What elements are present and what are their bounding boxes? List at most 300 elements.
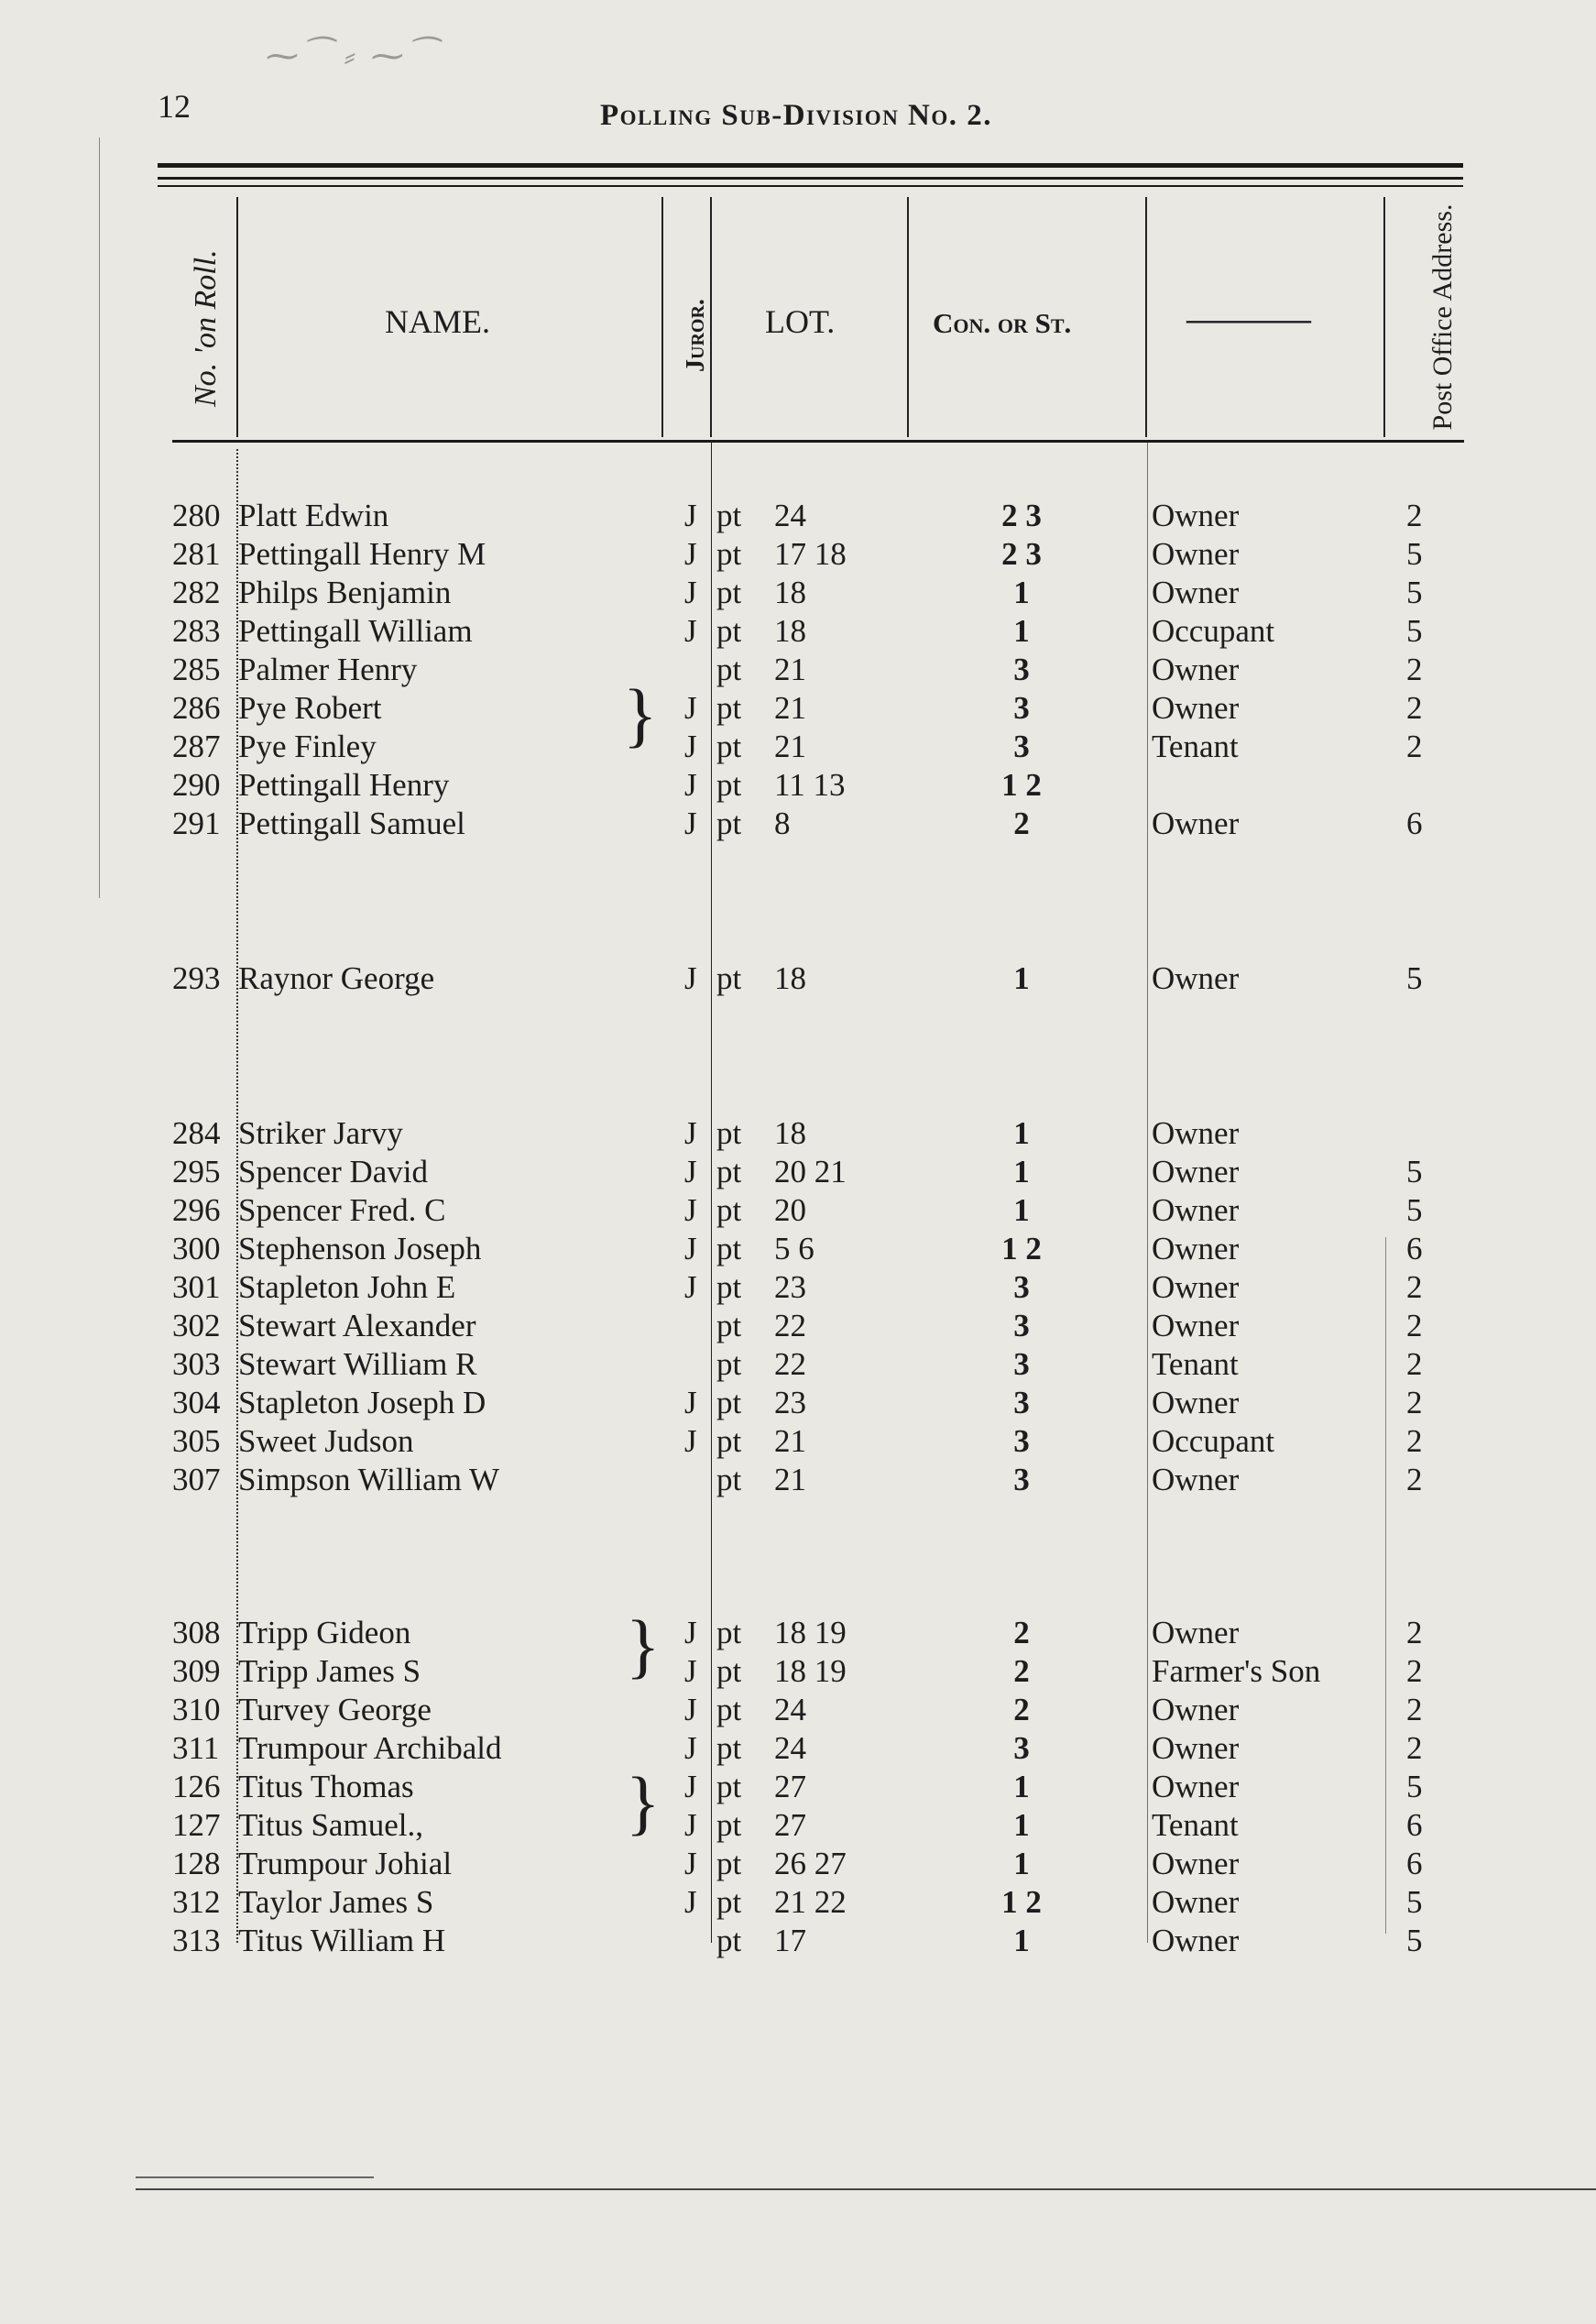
roll-number: 126 xyxy=(172,1769,221,1804)
roll-number: 309 xyxy=(172,1653,221,1689)
concession-number: 3 xyxy=(1013,1269,1030,1305)
juror-mark: J xyxy=(684,1807,697,1843)
concession-number: 2 xyxy=(1013,806,1030,841)
col-divider-name xyxy=(661,197,663,437)
roll-number: 307 xyxy=(172,1462,221,1497)
table-row xyxy=(0,960,1596,997)
pencil-scribble: ⁓⁀ ⸗ ⁓⁀ xyxy=(266,38,438,74)
status-description: Owner xyxy=(1152,960,1240,996)
header-post-office: Post Office Address. xyxy=(1427,203,1458,431)
status-description: Owner xyxy=(1152,1115,1240,1151)
concession-number: 3 xyxy=(1013,729,1030,764)
part-marker: pt xyxy=(716,1192,742,1228)
voter-name-text: Raynor George xyxy=(238,960,437,996)
status-description: Tenant xyxy=(1152,1346,1239,1382)
status-description: Owner xyxy=(1152,536,1240,572)
roll-number: 282 xyxy=(172,575,221,610)
concession-number: 3 xyxy=(1013,690,1030,726)
post-office-code: 2 xyxy=(1406,1653,1423,1689)
post-office-code: 2 xyxy=(1406,1308,1423,1343)
concession-number: 1 xyxy=(1013,1154,1030,1189)
concession-number: 3 xyxy=(1013,1462,1030,1497)
voter-name xyxy=(238,1615,655,1651)
status-description: Owner xyxy=(1152,1730,1240,1766)
juror-mark: J xyxy=(684,1269,697,1305)
roll-number: 281 xyxy=(172,536,221,572)
roll-number: 303 xyxy=(172,1346,221,1382)
voter-name-text: Pettingall William xyxy=(238,613,476,649)
voter-name-text: Simpson William W xyxy=(238,1462,502,1497)
voter-name xyxy=(238,1346,655,1383)
roll-number: 301 xyxy=(172,1269,221,1305)
post-office-code: 6 xyxy=(1406,1807,1423,1843)
header-con-or-st: Con. or St. xyxy=(933,307,1072,339)
voter-name xyxy=(238,729,655,765)
header-blank: ———— xyxy=(1186,302,1311,336)
voter-name-text: Pettingall Samuel xyxy=(238,806,468,841)
table-row xyxy=(0,1653,1596,1690)
juror-mark: J xyxy=(684,1692,697,1727)
table-row xyxy=(0,575,1596,611)
roll-number: 308 xyxy=(172,1615,221,1650)
roll-number: 285 xyxy=(172,652,221,687)
table-row xyxy=(0,1346,1596,1383)
lot-number: 18 xyxy=(774,575,806,610)
concession-number: 1 xyxy=(1013,1846,1030,1881)
footer-rule-short xyxy=(136,2176,374,2178)
part-marker: pt xyxy=(716,652,742,687)
table-row xyxy=(0,767,1596,804)
part-marker: pt xyxy=(716,1154,742,1189)
concession-number: 1 xyxy=(1013,1115,1030,1151)
voter-name xyxy=(238,960,655,997)
lot-number: 27 xyxy=(774,1807,806,1843)
table-row xyxy=(0,729,1596,765)
header-no-on-roll: No. 'on Roll. xyxy=(189,249,223,407)
roll-number: 304 xyxy=(172,1385,221,1420)
lot-number: 5 6 xyxy=(774,1231,814,1266)
part-marker: pt xyxy=(716,806,742,841)
concession-number: 1 xyxy=(1013,1923,1030,1958)
roll-number: 283 xyxy=(172,613,221,649)
table-row xyxy=(0,1692,1596,1728)
table-row xyxy=(0,1730,1596,1767)
concession-number: 2 xyxy=(1013,1653,1030,1689)
table-row xyxy=(0,1115,1596,1152)
post-office-code: 2 xyxy=(1406,1423,1423,1459)
roll-number: 291 xyxy=(172,806,221,841)
post-office-code: 6 xyxy=(1406,1846,1423,1881)
post-office-code: 6 xyxy=(1406,1231,1423,1266)
part-marker: pt xyxy=(716,1615,742,1650)
lot-number: 23 xyxy=(774,1385,806,1420)
voter-name xyxy=(238,1884,655,1921)
lot-number: 18 19 xyxy=(774,1615,847,1650)
roll-number: 310 xyxy=(172,1692,221,1727)
roll-number: 313 xyxy=(172,1923,221,1958)
juror-mark: J xyxy=(684,575,697,610)
lot-number: 22 xyxy=(774,1346,806,1382)
status-description: Owner xyxy=(1152,1769,1240,1804)
voter-name-text: Pye Finley xyxy=(238,729,379,764)
concession-number: 3 xyxy=(1013,1308,1030,1343)
lot-number: 18 xyxy=(774,1115,806,1151)
voter-name-text: Tripp Gideon xyxy=(238,1615,413,1650)
roll-number: 128 xyxy=(172,1846,221,1881)
concession-number: 1 xyxy=(1013,1192,1030,1228)
part-marker: pt xyxy=(716,960,742,996)
juror-mark: J xyxy=(684,1730,697,1766)
col-divider-con xyxy=(1145,197,1147,437)
part-marker: pt xyxy=(716,1653,742,1689)
lot-number: 21 xyxy=(774,1423,806,1459)
status-description: Owner xyxy=(1152,1154,1240,1189)
brace-pye: } xyxy=(623,674,658,754)
lot-number: 21 22 xyxy=(774,1884,847,1920)
lot-number: 17 18 xyxy=(774,536,847,572)
juror-mark: J xyxy=(684,1769,697,1804)
status-description: Owner xyxy=(1152,1192,1240,1228)
part-marker: pt xyxy=(716,690,742,726)
voter-name xyxy=(238,1423,655,1460)
table-row xyxy=(0,1385,1596,1421)
voter-name-text: Pettingall Henry xyxy=(238,767,452,803)
part-marker: pt xyxy=(716,1462,742,1497)
status-description: Owner xyxy=(1152,1385,1240,1420)
juror-mark: J xyxy=(684,1423,697,1459)
lot-number: 18 xyxy=(774,960,806,996)
footer-rule xyxy=(136,2188,1596,2190)
status-description: Owner xyxy=(1152,1269,1240,1305)
juror-mark: J xyxy=(684,729,697,764)
table-row xyxy=(0,498,1596,534)
voter-name-text: Pye Robert xyxy=(238,690,385,726)
post-office-code: 2 xyxy=(1406,1615,1423,1650)
status-description: Owner xyxy=(1152,1846,1240,1881)
lot-number: 18 xyxy=(774,613,806,649)
juror-mark: J xyxy=(684,1385,697,1420)
part-marker: pt xyxy=(716,1846,742,1881)
lot-number: 21 xyxy=(774,1462,806,1497)
part-marker: pt xyxy=(716,1730,742,1766)
table-row xyxy=(0,613,1596,650)
status-description: Tenant xyxy=(1152,1807,1239,1843)
status-description: Owner xyxy=(1152,1923,1240,1958)
post-office-code: 2 xyxy=(1406,729,1423,764)
concession-number: 1 xyxy=(1013,1769,1030,1804)
voter-name xyxy=(238,652,655,688)
concession-number: 1 2 xyxy=(1001,767,1042,803)
voter-name xyxy=(238,1385,655,1421)
voter-name-text: Striker Jarvy xyxy=(238,1115,406,1151)
roll-number: 311 xyxy=(172,1730,220,1766)
voter-name-text: Trumpour Johial xyxy=(238,1846,454,1881)
status-description: Owner xyxy=(1152,1231,1240,1266)
voter-name-text: Philps Benjamin xyxy=(238,575,454,610)
status-description: Occupant xyxy=(1152,1423,1275,1459)
lot-number: 27 xyxy=(774,1769,806,1804)
lot-number: 20 xyxy=(774,1192,806,1228)
lot-number: 24 xyxy=(774,1692,806,1727)
page-number: 12 xyxy=(158,88,191,125)
lot-number: 24 xyxy=(774,1730,806,1766)
header-rule xyxy=(172,440,1464,443)
voter-name xyxy=(238,1807,655,1844)
part-marker: pt xyxy=(716,1423,742,1459)
post-office-code: 5 xyxy=(1406,1154,1423,1189)
part-marker: pt xyxy=(716,1346,742,1382)
status-description: Owner xyxy=(1152,1884,1240,1920)
voter-name xyxy=(238,806,655,842)
voter-name-text: Stapleton Joseph D xyxy=(238,1385,488,1420)
voter-name xyxy=(238,1692,655,1728)
voter-name-text: Stewart Alexander xyxy=(238,1308,479,1343)
juror-mark: J xyxy=(684,1192,697,1228)
juror-mark: J xyxy=(684,536,697,572)
concession-number: 1 xyxy=(1013,1807,1030,1843)
lot-number: 11 13 xyxy=(774,767,846,803)
voter-name xyxy=(238,1154,655,1190)
brace-titus: } xyxy=(626,1762,661,1842)
brace-tripp: } xyxy=(626,1606,661,1685)
part-marker: pt xyxy=(716,1807,742,1843)
voter-name xyxy=(238,1846,655,1882)
part-marker: pt xyxy=(716,1385,742,1420)
voter-name-text: Sweet Judson xyxy=(238,1423,417,1459)
roll-number: 284 xyxy=(172,1115,221,1151)
status-description: Occupant xyxy=(1152,613,1275,649)
roll-number: 302 xyxy=(172,1308,221,1343)
part-marker: pt xyxy=(716,1231,742,1266)
running-head: Polling Sub-Division No. 2. xyxy=(600,99,993,132)
lot-number: 24 xyxy=(774,498,806,533)
status-description: Owner xyxy=(1152,1615,1240,1650)
voter-name-text: Tripp James S xyxy=(238,1653,423,1689)
status-description: Owner xyxy=(1152,498,1240,533)
status-description: Owner xyxy=(1152,806,1240,841)
voter-name xyxy=(238,575,655,611)
roll-number: 312 xyxy=(172,1884,221,1920)
table-row xyxy=(0,1923,1596,1959)
roll-number: 293 xyxy=(172,960,221,996)
lot-number: 21 xyxy=(774,729,806,764)
post-office-code: 2 xyxy=(1406,690,1423,726)
concession-number: 3 xyxy=(1013,652,1030,687)
part-marker: pt xyxy=(716,767,742,803)
post-office-code: 2 xyxy=(1406,1692,1423,1727)
status-description: Owner xyxy=(1152,575,1240,610)
juror-mark: J xyxy=(684,498,697,533)
status-description: Farmer's Son xyxy=(1152,1653,1321,1689)
voter-name-text: Turvey George xyxy=(238,1692,434,1727)
voter-name xyxy=(238,767,655,804)
roll-number: 296 xyxy=(172,1192,221,1228)
voter-name-text: Palmer Henry xyxy=(238,652,420,687)
juror-mark: J xyxy=(684,1615,697,1650)
post-office-code: 2 xyxy=(1406,1269,1423,1305)
voter-name xyxy=(238,1308,655,1344)
voter-name xyxy=(238,1462,655,1498)
voter-name-text: Spencer David xyxy=(238,1154,431,1189)
status-description: Owner xyxy=(1152,1308,1240,1343)
table-row xyxy=(0,1807,1596,1844)
table-row xyxy=(0,1423,1596,1460)
voter-name xyxy=(238,498,655,534)
voter-name-text: Stephenson Joseph xyxy=(238,1231,484,1266)
roll-number: 300 xyxy=(172,1231,221,1266)
voter-name xyxy=(238,613,655,650)
post-office-code: 5 xyxy=(1406,1769,1423,1804)
status-description: Owner xyxy=(1152,652,1240,687)
roll-number: 127 xyxy=(172,1807,221,1843)
voter-name xyxy=(238,1269,655,1306)
table-row xyxy=(0,1615,1596,1651)
voter-name-text: Trumpour Archibald xyxy=(238,1730,504,1766)
voter-name-text: Titus Samuel., xyxy=(238,1807,426,1843)
voter-name-text: Pettingall Henry M xyxy=(238,536,488,572)
juror-mark: J xyxy=(684,1846,697,1881)
post-office-code: 2 xyxy=(1406,1385,1423,1420)
lot-number: 18 19 xyxy=(774,1653,847,1689)
col-divider-lot xyxy=(907,197,909,437)
table-row xyxy=(0,1884,1596,1921)
post-office-code: 2 xyxy=(1406,1730,1423,1766)
lot-number: 17 xyxy=(774,1923,806,1958)
table-row xyxy=(0,1462,1596,1498)
juror-mark: J xyxy=(684,1653,697,1689)
table-row xyxy=(0,1154,1596,1190)
juror-mark: J xyxy=(684,613,697,649)
status-description: Owner xyxy=(1152,690,1240,726)
post-office-code: 6 xyxy=(1406,806,1423,841)
voter-name xyxy=(238,1923,655,1959)
voter-name xyxy=(238,1769,655,1805)
post-office-code: 2 xyxy=(1406,1346,1423,1382)
part-marker: pt xyxy=(716,613,742,649)
header-name: NAME. xyxy=(385,303,490,340)
post-office-code: 5 xyxy=(1406,536,1423,572)
roll-number: 305 xyxy=(172,1423,221,1459)
voter-name-text: Titus Thomas xyxy=(238,1769,417,1804)
table-row xyxy=(0,1269,1596,1306)
part-marker: pt xyxy=(716,1269,742,1305)
post-office-code: 5 xyxy=(1406,960,1423,996)
voter-name-text: Taylor James S xyxy=(238,1884,436,1920)
post-office-code: 5 xyxy=(1406,575,1423,610)
post-office-code: 5 xyxy=(1406,1192,1423,1228)
roll-number: 290 xyxy=(172,767,221,803)
juror-mark: J xyxy=(684,1884,697,1920)
voter-name xyxy=(238,536,655,573)
voter-name-text: Spencer Fred. C xyxy=(238,1192,448,1228)
col-divider-blank xyxy=(1383,197,1385,437)
top-rule-thin xyxy=(158,177,1463,180)
post-office-code: 5 xyxy=(1406,1923,1423,1958)
header-juror: Juror. xyxy=(682,299,710,372)
part-marker: pt xyxy=(716,575,742,610)
top-rule-third xyxy=(158,185,1463,187)
part-marker: pt xyxy=(716,1884,742,1920)
table-row xyxy=(0,690,1596,727)
part-marker: pt xyxy=(716,1769,742,1804)
voter-name xyxy=(238,1730,655,1767)
lot-number: 21 xyxy=(774,690,806,726)
table-row xyxy=(0,1769,1596,1805)
part-marker: pt xyxy=(716,536,742,572)
col-divider-no xyxy=(236,197,238,437)
voter-name-text: Stewart William R xyxy=(238,1346,479,1382)
post-office-code: 2 xyxy=(1406,1462,1423,1497)
lot-number: 26 27 xyxy=(774,1846,847,1881)
juror-mark: J xyxy=(684,1115,697,1151)
voter-name xyxy=(238,690,655,727)
roll-number: 280 xyxy=(172,498,221,533)
concession-number: 1 xyxy=(1013,613,1030,649)
part-marker: pt xyxy=(716,1308,742,1343)
status-description: Owner xyxy=(1152,1462,1240,1497)
part-marker: pt xyxy=(716,498,742,533)
concession-number: 1 2 xyxy=(1001,1231,1042,1266)
status-description: Owner xyxy=(1152,1692,1240,1727)
concession-number: 3 xyxy=(1013,1346,1030,1382)
header-lot: LOT. xyxy=(765,303,836,340)
juror-mark: J xyxy=(684,1154,697,1189)
concession-number: 2 xyxy=(1013,1692,1030,1727)
lot-number: 21 xyxy=(774,652,806,687)
juror-mark: J xyxy=(684,960,697,996)
concession-number: 3 xyxy=(1013,1385,1030,1420)
table-row xyxy=(0,1192,1596,1229)
roll-number: 287 xyxy=(172,729,221,764)
status-description: Tenant xyxy=(1152,729,1239,764)
concession-number: 1 2 xyxy=(1001,1884,1042,1920)
concession-number: 2 xyxy=(1013,1615,1030,1650)
juror-mark: J xyxy=(684,806,697,841)
table-row xyxy=(0,652,1596,688)
post-office-code: 5 xyxy=(1406,1884,1423,1920)
voter-name-text: Stapleton John E xyxy=(238,1269,458,1305)
concession-number: 1 xyxy=(1013,960,1030,996)
juror-mark: J xyxy=(684,1231,697,1266)
table-row xyxy=(0,1846,1596,1882)
roll-number: 295 xyxy=(172,1154,221,1189)
lot-number: 20 21 xyxy=(774,1154,847,1189)
voter-name-text: Platt Edwin xyxy=(238,498,391,533)
post-office-code: 5 xyxy=(1406,613,1423,649)
voter-name xyxy=(238,1231,655,1267)
post-office-code: 2 xyxy=(1406,498,1423,533)
voter-name xyxy=(238,1192,655,1229)
lot-number: 8 xyxy=(774,806,791,841)
voter-name-text: Titus William H xyxy=(238,1923,448,1958)
juror-mark: J xyxy=(684,690,697,726)
table-row xyxy=(0,1308,1596,1344)
concession-number: 3 xyxy=(1013,1730,1030,1766)
part-marker: pt xyxy=(716,1692,742,1727)
juror-mark: J xyxy=(684,767,697,803)
voter-name xyxy=(238,1115,655,1152)
concession-number: 3 xyxy=(1013,1423,1030,1459)
concession-number: 2 3 xyxy=(1001,498,1042,533)
part-marker: pt xyxy=(716,729,742,764)
top-rule-thick xyxy=(158,163,1463,168)
table-row xyxy=(0,806,1596,842)
post-office-code: 2 xyxy=(1406,652,1423,687)
concession-number: 1 xyxy=(1013,575,1030,610)
roll-number: 286 xyxy=(172,690,221,726)
voter-name xyxy=(238,1653,655,1690)
part-marker: pt xyxy=(716,1115,742,1151)
